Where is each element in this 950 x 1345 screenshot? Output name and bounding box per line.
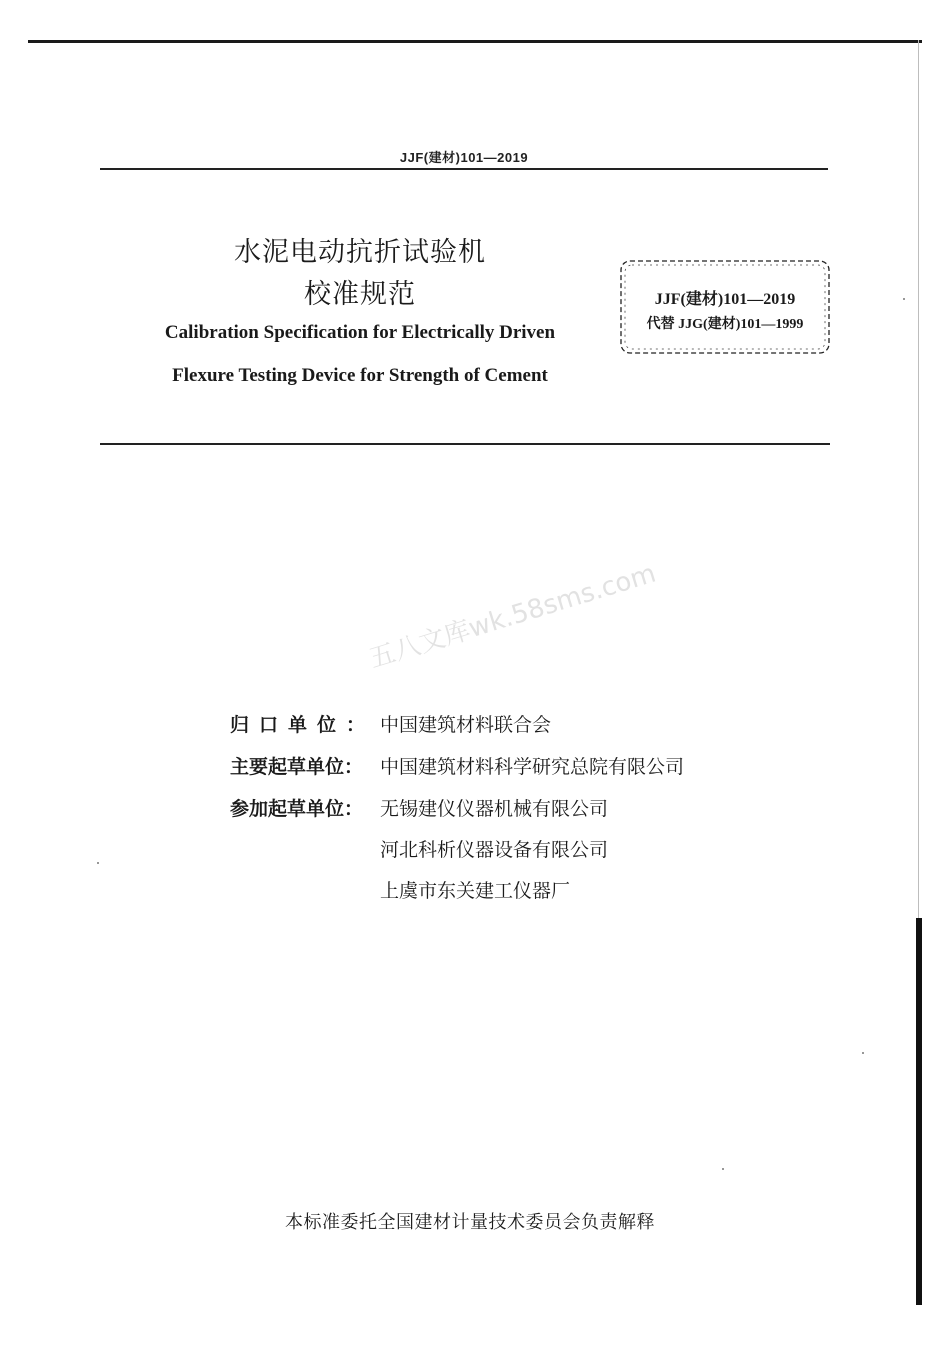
scan-speck: [903, 298, 905, 300]
org-value-main-drafter: 中国建筑材料科学研究总院有限公司: [380, 756, 685, 778]
scan-right-edge: [918, 40, 919, 920]
header-code: JJF(建材)101—2019: [399, 150, 529, 165]
title-english-line-1: Calibration Specification for Electrically Driven: [164, 322, 556, 343]
title-chinese-line-2: 校准规范: [304, 279, 416, 310]
title-english-line-2: Flexure Testing Device for Strength of Cement: [172, 365, 548, 386]
scan-right-edge-dark: [916, 918, 922, 1305]
scan-speck: [97, 862, 99, 864]
header-rule: [100, 168, 828, 170]
scan-top-bar: [28, 40, 922, 43]
org-value-responsible: 中国建筑材料联合会: [380, 714, 552, 736]
scan-speck: [862, 1052, 864, 1054]
org-value-participating-3: 上虞市东关建工仪器厂: [380, 880, 571, 902]
scan-speck: [722, 1168, 724, 1170]
org-value-participating-2: 河北科析仪器设备有限公司: [380, 839, 609, 861]
org-label-responsible: 归口单位：: [230, 714, 376, 736]
watermark: 五八文库wk.58sms.com: [365, 558, 660, 675]
divider-rule: [100, 443, 830, 445]
title-chinese-line-1: 水泥电动抗折试验机: [234, 237, 486, 268]
code-box: [618, 258, 832, 356]
org-label-participating: 参加起草单位：: [230, 798, 364, 820]
org-label-main-drafter: 主要起草单位：: [230, 756, 364, 778]
footer-note: 本标准委托全国建材计量技术委员会负责解释: [285, 1212, 655, 1233]
code-box-replaces: 代替 JJG(建材)101—1999: [646, 317, 804, 332]
org-value-participating-1: 无锡建仪仪器机械有限公司: [380, 798, 609, 820]
code-box-current: JJF(建材)101—2019: [654, 291, 796, 308]
